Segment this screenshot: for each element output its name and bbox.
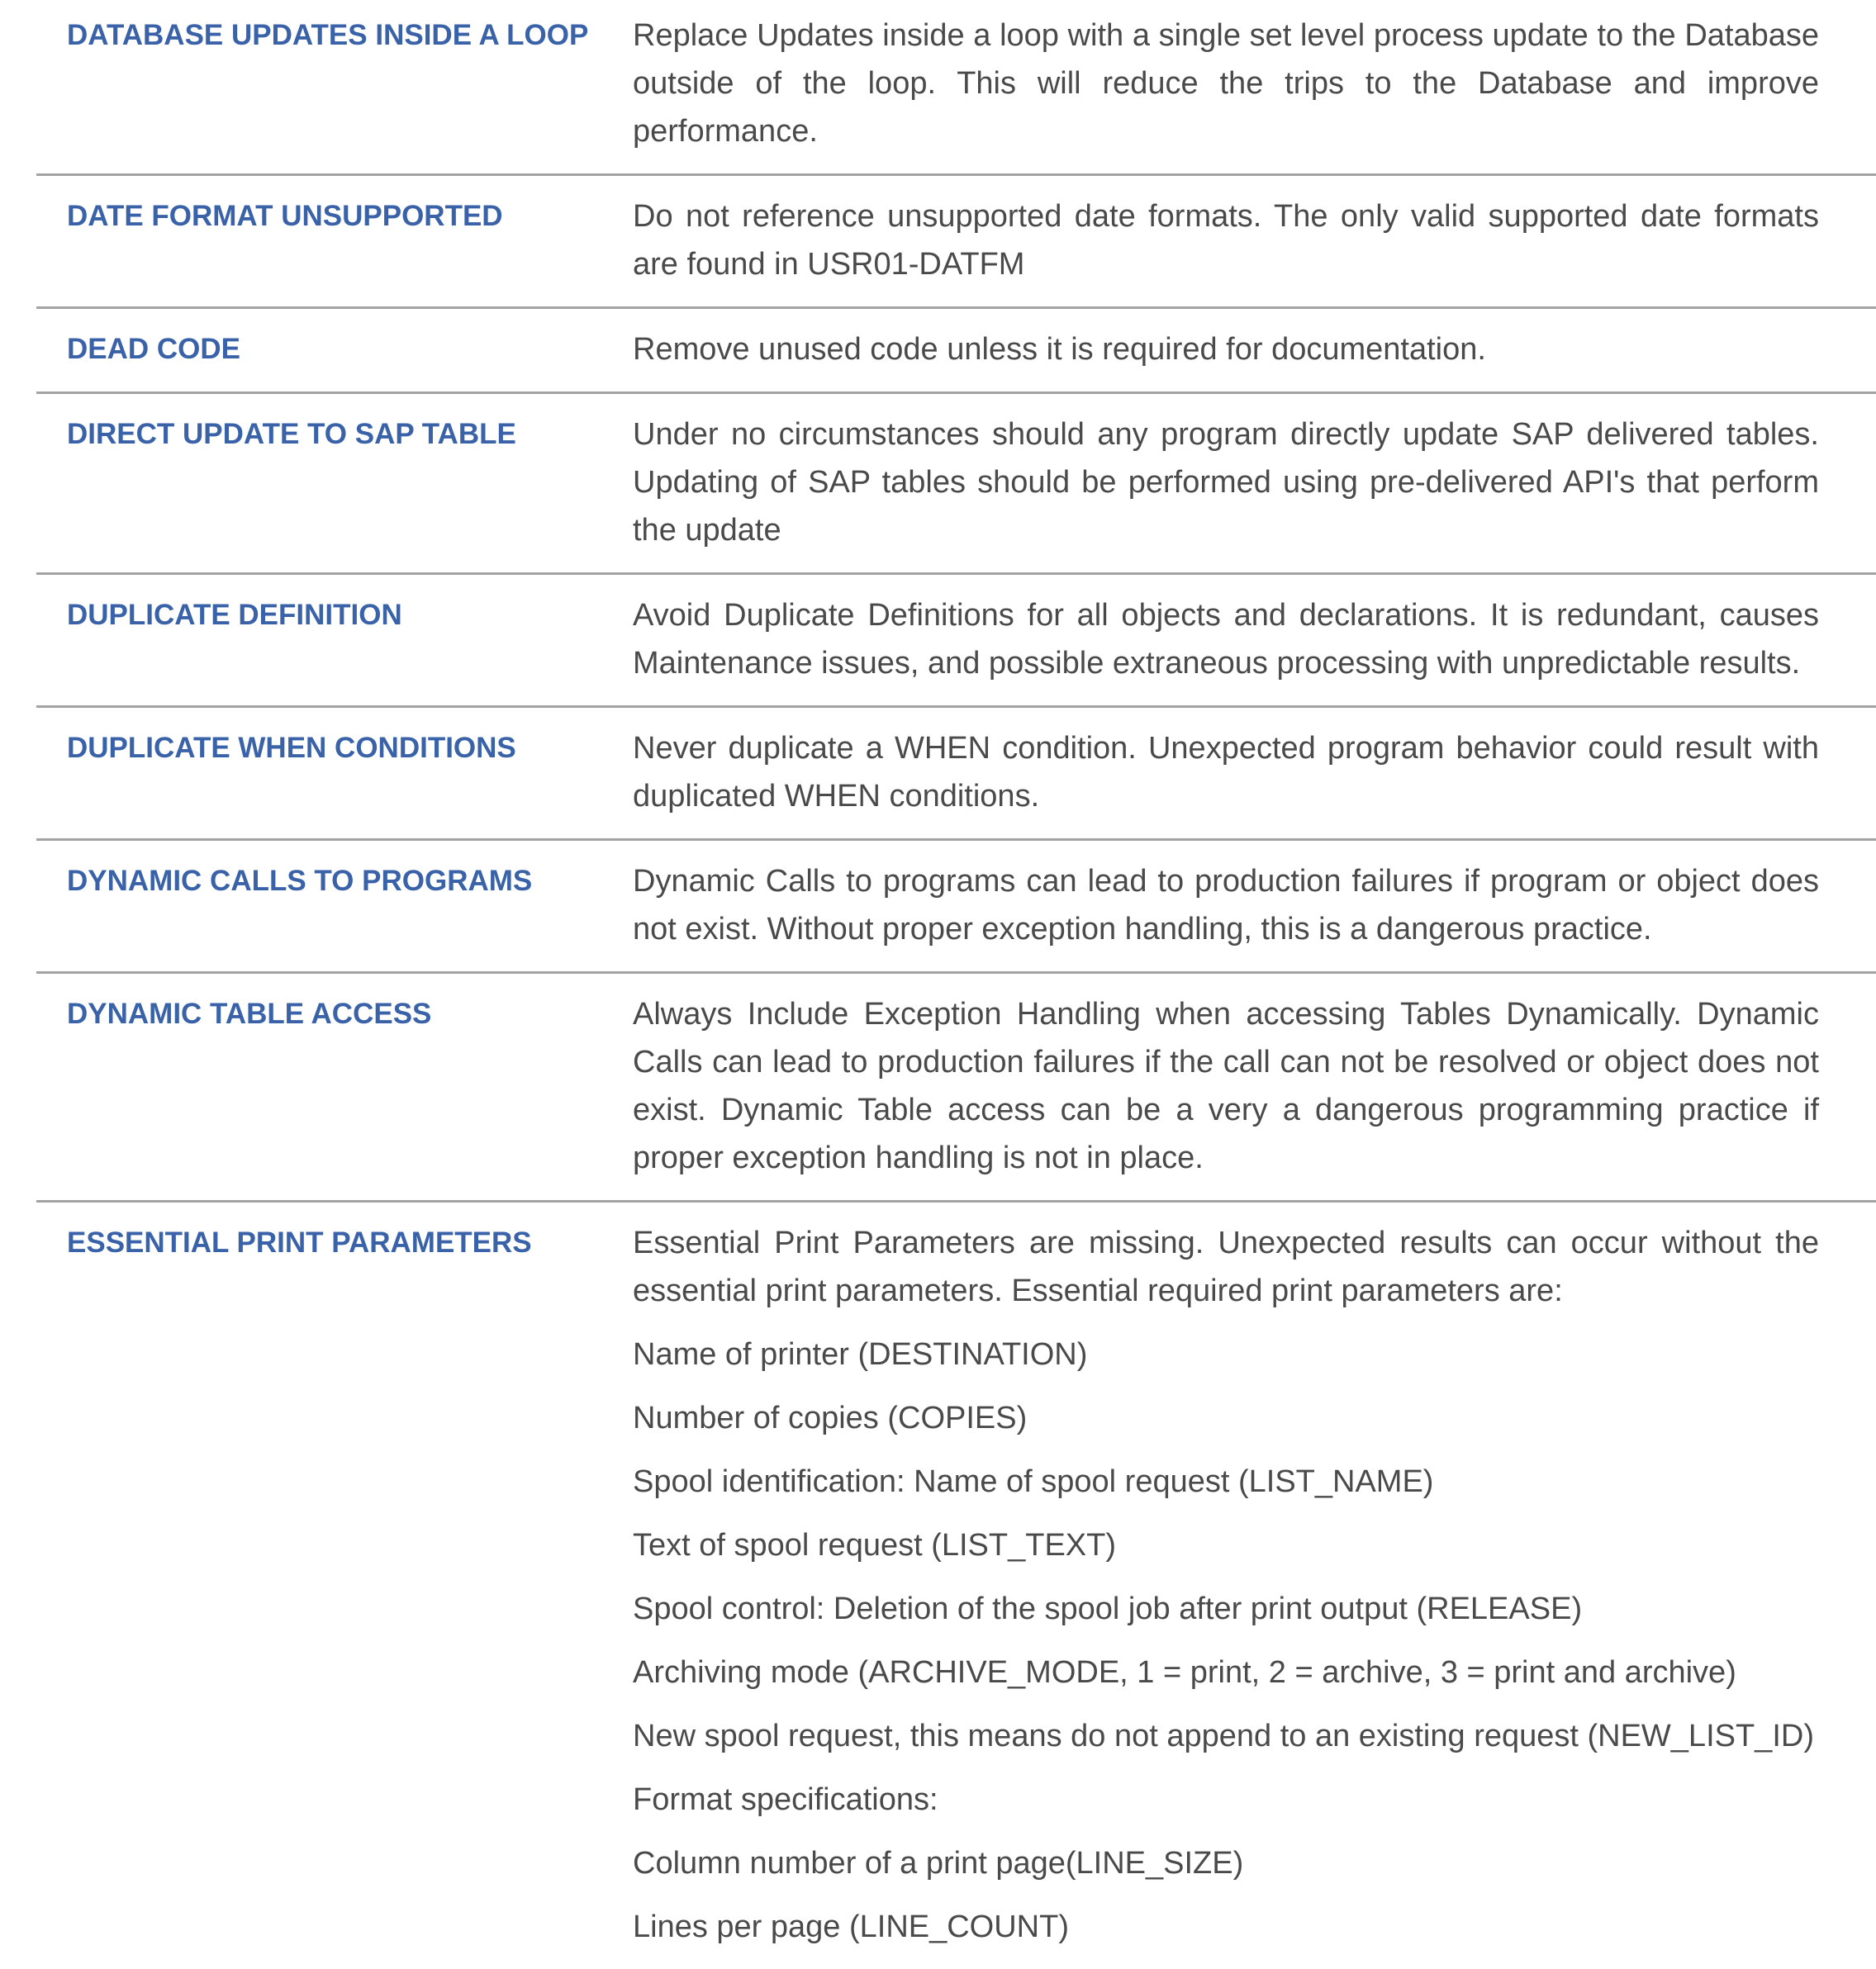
- description-text: Do not reference unsupported date formats. The only valid supported date formats are found in USR01-DATFM: [633, 199, 1819, 282]
- parameter-item: Text of spool request (LIST_TEXT): [633, 1528, 1117, 1563]
- row-description: [633, 857, 1819, 953]
- guidelines-table: [36, 0, 1876, 1969]
- row-term: DYNAMIC CALLS TO PROGRAMS: [67, 865, 533, 897]
- parameter-item: Name of printer (DESTINATION): [633, 1337, 1088, 1372]
- table-row: [36, 575, 1876, 708]
- parameter-item: Format specifications:: [633, 1782, 938, 1817]
- row-term: DEAD CODE: [67, 333, 241, 365]
- row-term: DUPLICATE WHEN CONDITIONS: [67, 732, 516, 764]
- parameter-item: Spool identification: Name of spool request (LIST_NAME): [633, 1464, 1434, 1499]
- row-term: DUPLICATE DEFINITION: [67, 599, 402, 631]
- row-description: [633, 192, 1819, 288]
- table-row: [36, 176, 1876, 309]
- row-term: DIRECT UPDATE TO SAP TABLE: [67, 418, 516, 450]
- row-term: ESSENTIAL PRINT PARAMETERS: [67, 1226, 532, 1259]
- description-text: Never duplicate a WHEN condition. Unexpected program behavior could result with duplicated WHEN conditions.: [633, 731, 1819, 814]
- parameter-item: Lines per page (LINE_COUNT): [633, 1910, 1069, 1944]
- parameter-item: Number of copies (COPIES): [633, 1401, 1028, 1435]
- row-term: DATABASE UPDATES INSIDE A LOOP: [67, 19, 589, 51]
- row-term: DATE FORMAT UNSUPPORTED: [67, 200, 503, 232]
- table-row: [36, 309, 1876, 394]
- row-description: [633, 591, 1819, 687]
- row-description: [633, 724, 1819, 820]
- parameter-item: New spool request, this means do not append to an existing request (NEW_LIST_ID): [633, 1719, 1814, 1753]
- row-term: DYNAMIC TABLE ACCESS: [67, 998, 432, 1030]
- description-text: Remove unused code unless it is required for documentation.: [633, 332, 1486, 367]
- parameter-item: Spool control: Deletion of the spool job after print output (RELEASE): [633, 1592, 1583, 1626]
- table-row: [36, 841, 1876, 974]
- row-description: [633, 410, 1819, 554]
- description-text: Avoid Duplicate Definitions for all objects and declarations. It is redundant, causes Maintenance issues, and possible extraneous processing with unpredictable results.: [633, 598, 1819, 681]
- description-text: Essential Print Parameters are missing. Unexpected results can occur without the essential print parameters. Essential required print parameters are:: [633, 1226, 1819, 1308]
- parameter-item: Archiving mode (ARCHIVE_MODE, 1 = print, 2 = archive, 3 = print and archive): [633, 1655, 1736, 1690]
- table-row: [36, 708, 1876, 841]
- description-text: Always Include Exception Handling when accessing Tables Dynamically. Dynamic Calls can lead to production failures if the call can not be resolved or object does not exist. Dynamic Table access can be a very a dangerous programming practice if proper exception handling is not in place.: [633, 997, 1819, 1175]
- description-text: Dynamic Calls to programs can lead to production failures if program or object does not exist. Without proper exception handling, this is a dangerous practice.: [633, 864, 1819, 947]
- row-description: [633, 12, 1819, 155]
- parameter-item: Column number of a print page(LINE_SIZE): [633, 1846, 1244, 1881]
- table-row: [36, 0, 1876, 176]
- row-description: [633, 325, 1819, 373]
- table-row: [36, 394, 1876, 575]
- table-row: [36, 1203, 1876, 1969]
- row-description: [633, 1219, 1819, 1951]
- row-description: [633, 990, 1819, 1182]
- description-text: Under no circumstances should any program directly update SAP delivered tables. Updating of SAP tables should be performed using pre-delivered API's that perform the update: [633, 417, 1819, 548]
- description-text: Replace Updates inside a loop with a single set level process update to the Database outside of the loop. This will reduce the trips to the Database and improve performance.: [633, 18, 1819, 149]
- table-row: [36, 974, 1876, 1203]
